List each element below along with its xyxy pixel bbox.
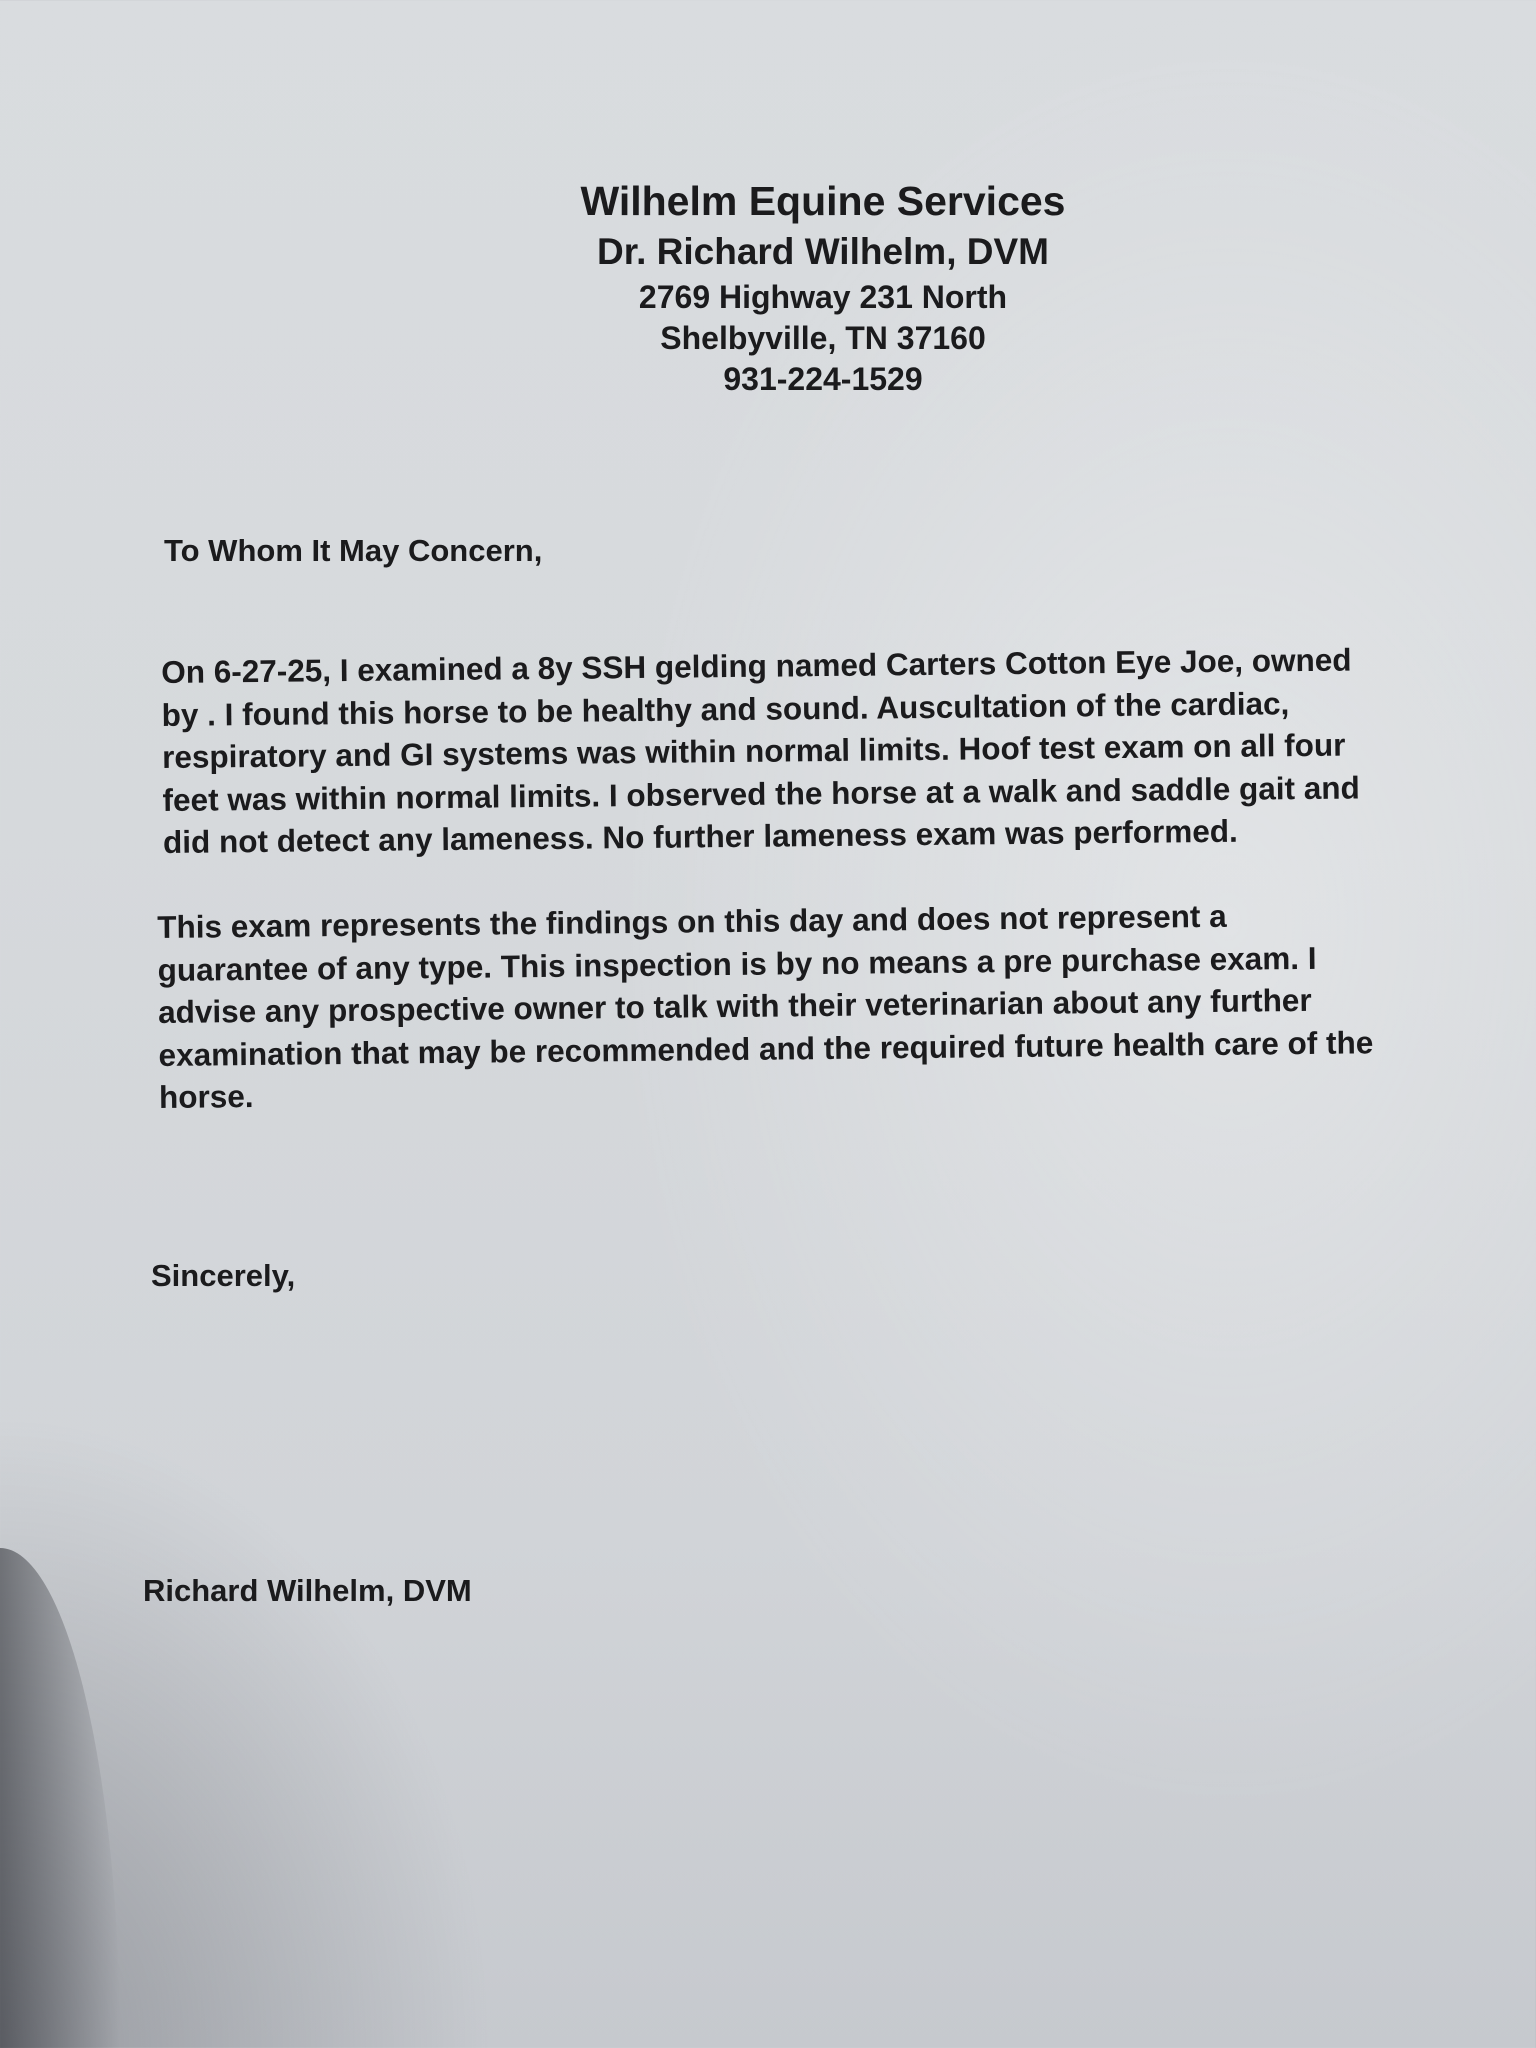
address-line-1: 2769 Highway 231 North: [638, 279, 1008, 315]
paragraph-line: This exam represents the findings on this day and does not represent a: [157, 897, 1227, 945]
address-line-2: Shelbyville, TN 37160: [660, 320, 986, 356]
letterhead: [0, 175, 1536, 400]
paragraph-line: advise any prospective owner to talk with their veterinarian about any further: [157, 981, 1312, 1030]
page-shadow: [0, 1548, 120, 2048]
paragraph-line: feet was within normal limits. I observed the horse at a walk and saddle gait and: [162, 768, 1360, 818]
paragraph-line: guarantee of any type. This inspection is by no means a pre purchase exam. I: [157, 939, 1317, 988]
phone-number: 931-224-1529: [723, 361, 923, 397]
paragraph-line: did not detect any lameness. No further lameness exam was performed.: [162, 812, 1238, 860]
closing: Sincerely,: [151, 1258, 296, 1293]
doctor-name: Dr. Richard Wilhelm, DVM: [597, 231, 1049, 272]
disclaimer-paragraph: [157, 892, 1519, 1119]
salutation: To Whom It May Concern,: [164, 533, 543, 568]
paragraph-line: respiratory and GI systems was within normal limits. Hoof test exam on all four: [161, 726, 1346, 775]
company-name: Wilhelm Equine Services: [580, 178, 1066, 224]
paragraph-line: by . I found this horse to be healthy and sound. Auscultation of the cardiac,: [161, 684, 1290, 733]
exam-findings-paragraph: [161, 637, 1493, 863]
paragraph-line: horse.: [158, 1078, 254, 1115]
paragraph-line: examination that may be recommended and the required future health care of the: [158, 1023, 1374, 1073]
paragraph-line: On 6-27-25, I examined a 8y SSH gelding named Carters Cotton Eye Joe, owned: [161, 641, 1352, 690]
signature-name: Richard Wilhelm, DVM: [143, 1573, 472, 1608]
